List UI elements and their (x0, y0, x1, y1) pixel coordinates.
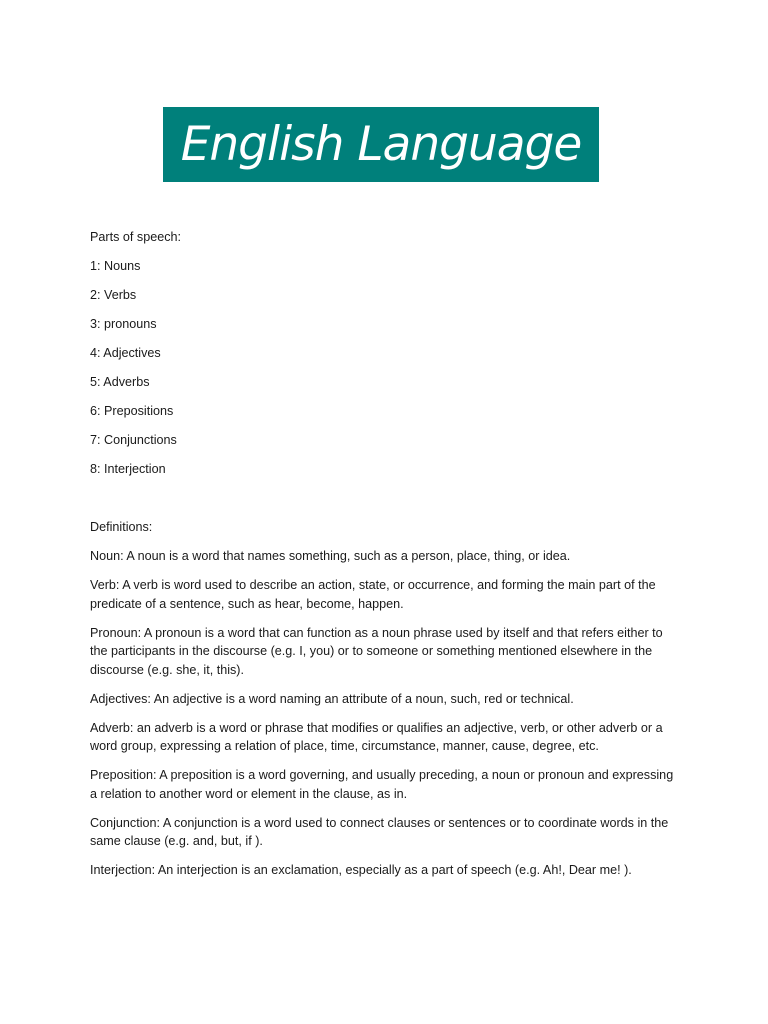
parts-list-item: 7: Conjunctions (90, 433, 177, 447)
document-body (90, 228, 682, 890)
definition-adjectives: Adjectives: An adjective is a word naming an attribute of a noun, such, red or technical. (90, 691, 574, 706)
definition-interjection: Interjection: An interjection is an exclamation, especially as a part of speech (e.g. Ah!, Dear me! ). (90, 863, 632, 877)
definition-pronoun: Pronoun: A pronoun is a word that can function as a noun phrase used by itself and that refers either to the participants in the discourse (e.g. I, you) or to someone or something mentioned elsewhere in the discourse (e.g. she, it, this). (90, 625, 663, 677)
parts-list-item: 6: Prepositions (90, 404, 174, 418)
definition-adverb: Adverb: an adverb is a word or phrase that modifies or qualifies an adjective, verb, or other adverb or a word group, expressing a relation of place, time, circumstance, manner, cause, degree, etc. (90, 720, 663, 753)
parts-list-item: 4: Adjectives (90, 346, 161, 360)
parts-list-item: 5: Adverbs (90, 375, 150, 389)
parts-list-item: 3: pronouns (90, 317, 157, 331)
definitions-heading: Definitions: (90, 520, 153, 534)
parts-list (90, 257, 682, 479)
parts-heading: Parts of speech: (90, 230, 182, 244)
parts-list-item: 1: Nouns (90, 259, 141, 273)
parts-list-item: 2: Verbs (90, 288, 137, 302)
parts-list-item: 8: Interjection (90, 462, 166, 476)
definition-conjunction: Conjunction: A conjunction is a word used to connect clauses or sentences or to coordinate words in the same clause (e.g. and, but, if ). (90, 815, 669, 848)
title-banner (163, 107, 599, 182)
definition-verb: Verb: A verb is word used to describe an action, state, or occurrence, and forming the main part of the predicate of a sentence, such as hear, become, happen. (90, 578, 656, 611)
definition-noun: Noun: A noun is a word that names something, such as a person, place, thing, or idea. (90, 549, 571, 563)
definition-preposition: Preposition: A preposition is a word governing, and usually preceding, a noun or pronoun and expressing a relation to another word or element in the clause, as in. (90, 768, 674, 801)
document-title: English Language (180, 117, 582, 172)
section-spacer (90, 489, 682, 518)
